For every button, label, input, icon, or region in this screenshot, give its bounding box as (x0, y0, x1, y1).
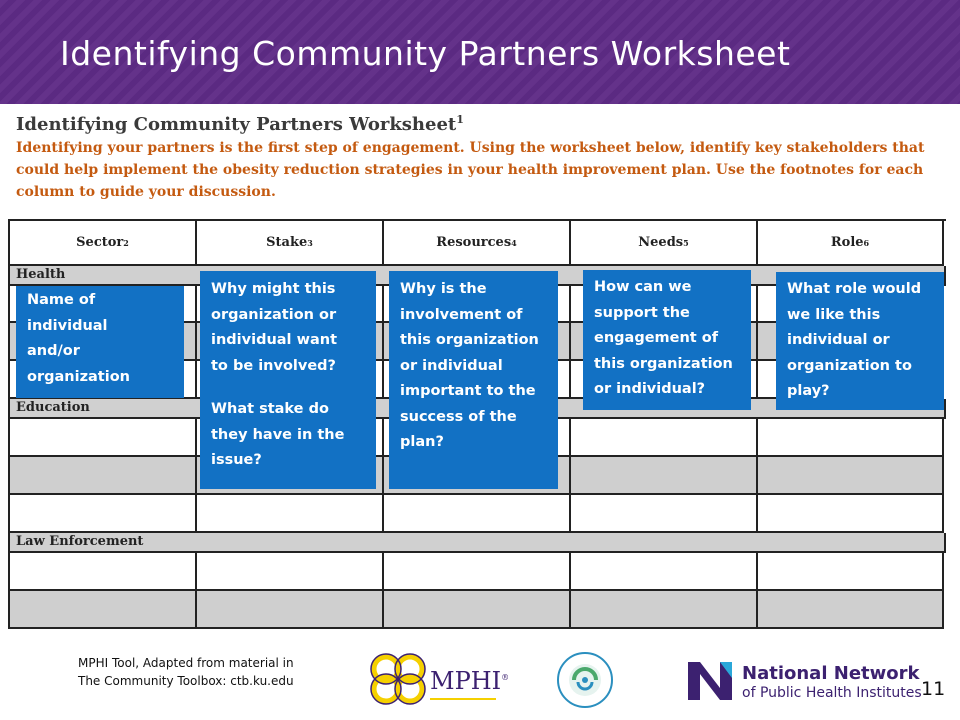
mphi-knot-icon (366, 649, 430, 709)
section-header-health: Health (10, 266, 946, 286)
callout-stake: Why might this organization or individual want to be involved? What stake do they have in the issue? (200, 271, 376, 489)
worksheet-title: Identifying Community Partners Worksheet$^1$ (16, 113, 464, 135)
title-banner (0, 0, 960, 104)
column-header-role: Role 6 (758, 221, 944, 266)
page-number: 11 (921, 678, 946, 700)
nnphi-logo-text: National Network of Public Health Institutes (742, 663, 922, 701)
section-header-law-enforcement: Law Enforcement (10, 533, 946, 553)
table-row (10, 591, 946, 629)
nnphi-logo-icon (684, 656, 738, 704)
column-header-resources: Resources 4 (384, 221, 571, 266)
table-row (10, 495, 946, 533)
source-note: MPHI Tool, Adapted from material in The Community Toolbox: ctb.ku.edu (78, 656, 294, 688)
column-header-sector: Sector 2 (10, 221, 197, 266)
worksheet-intro: Identifying your partners is the first step of engagement. Using the worksheet below, identify key stakeholders that could help implement the obesity reduction strategies in your health improvement plan. Use the footnotes for each column to guide your discussion. (16, 140, 925, 200)
section-header-education: Education (10, 399, 946, 419)
callout-role: What role would we like this individual or organization to play? (776, 272, 944, 410)
callout-needs: How can we support the engagement of this organization or individual? (583, 270, 751, 410)
callout-sector: Name of individual and/or organization (16, 286, 184, 398)
mphi-logo-text: MPHI® (430, 667, 510, 695)
table-row (10, 553, 946, 591)
column-header-stake: Stake 3 (197, 221, 384, 266)
slide-title: Identifying Community Partners Worksheet (60, 34, 791, 73)
mphi-underline (430, 698, 496, 700)
illinois-phi-logo (556, 648, 614, 712)
callout-resources: Why is the involvement of this organization or individual important to the success of the plan? (389, 271, 558, 489)
column-header-needs: Needs 5 (571, 221, 758, 266)
header-row (10, 221, 946, 266)
